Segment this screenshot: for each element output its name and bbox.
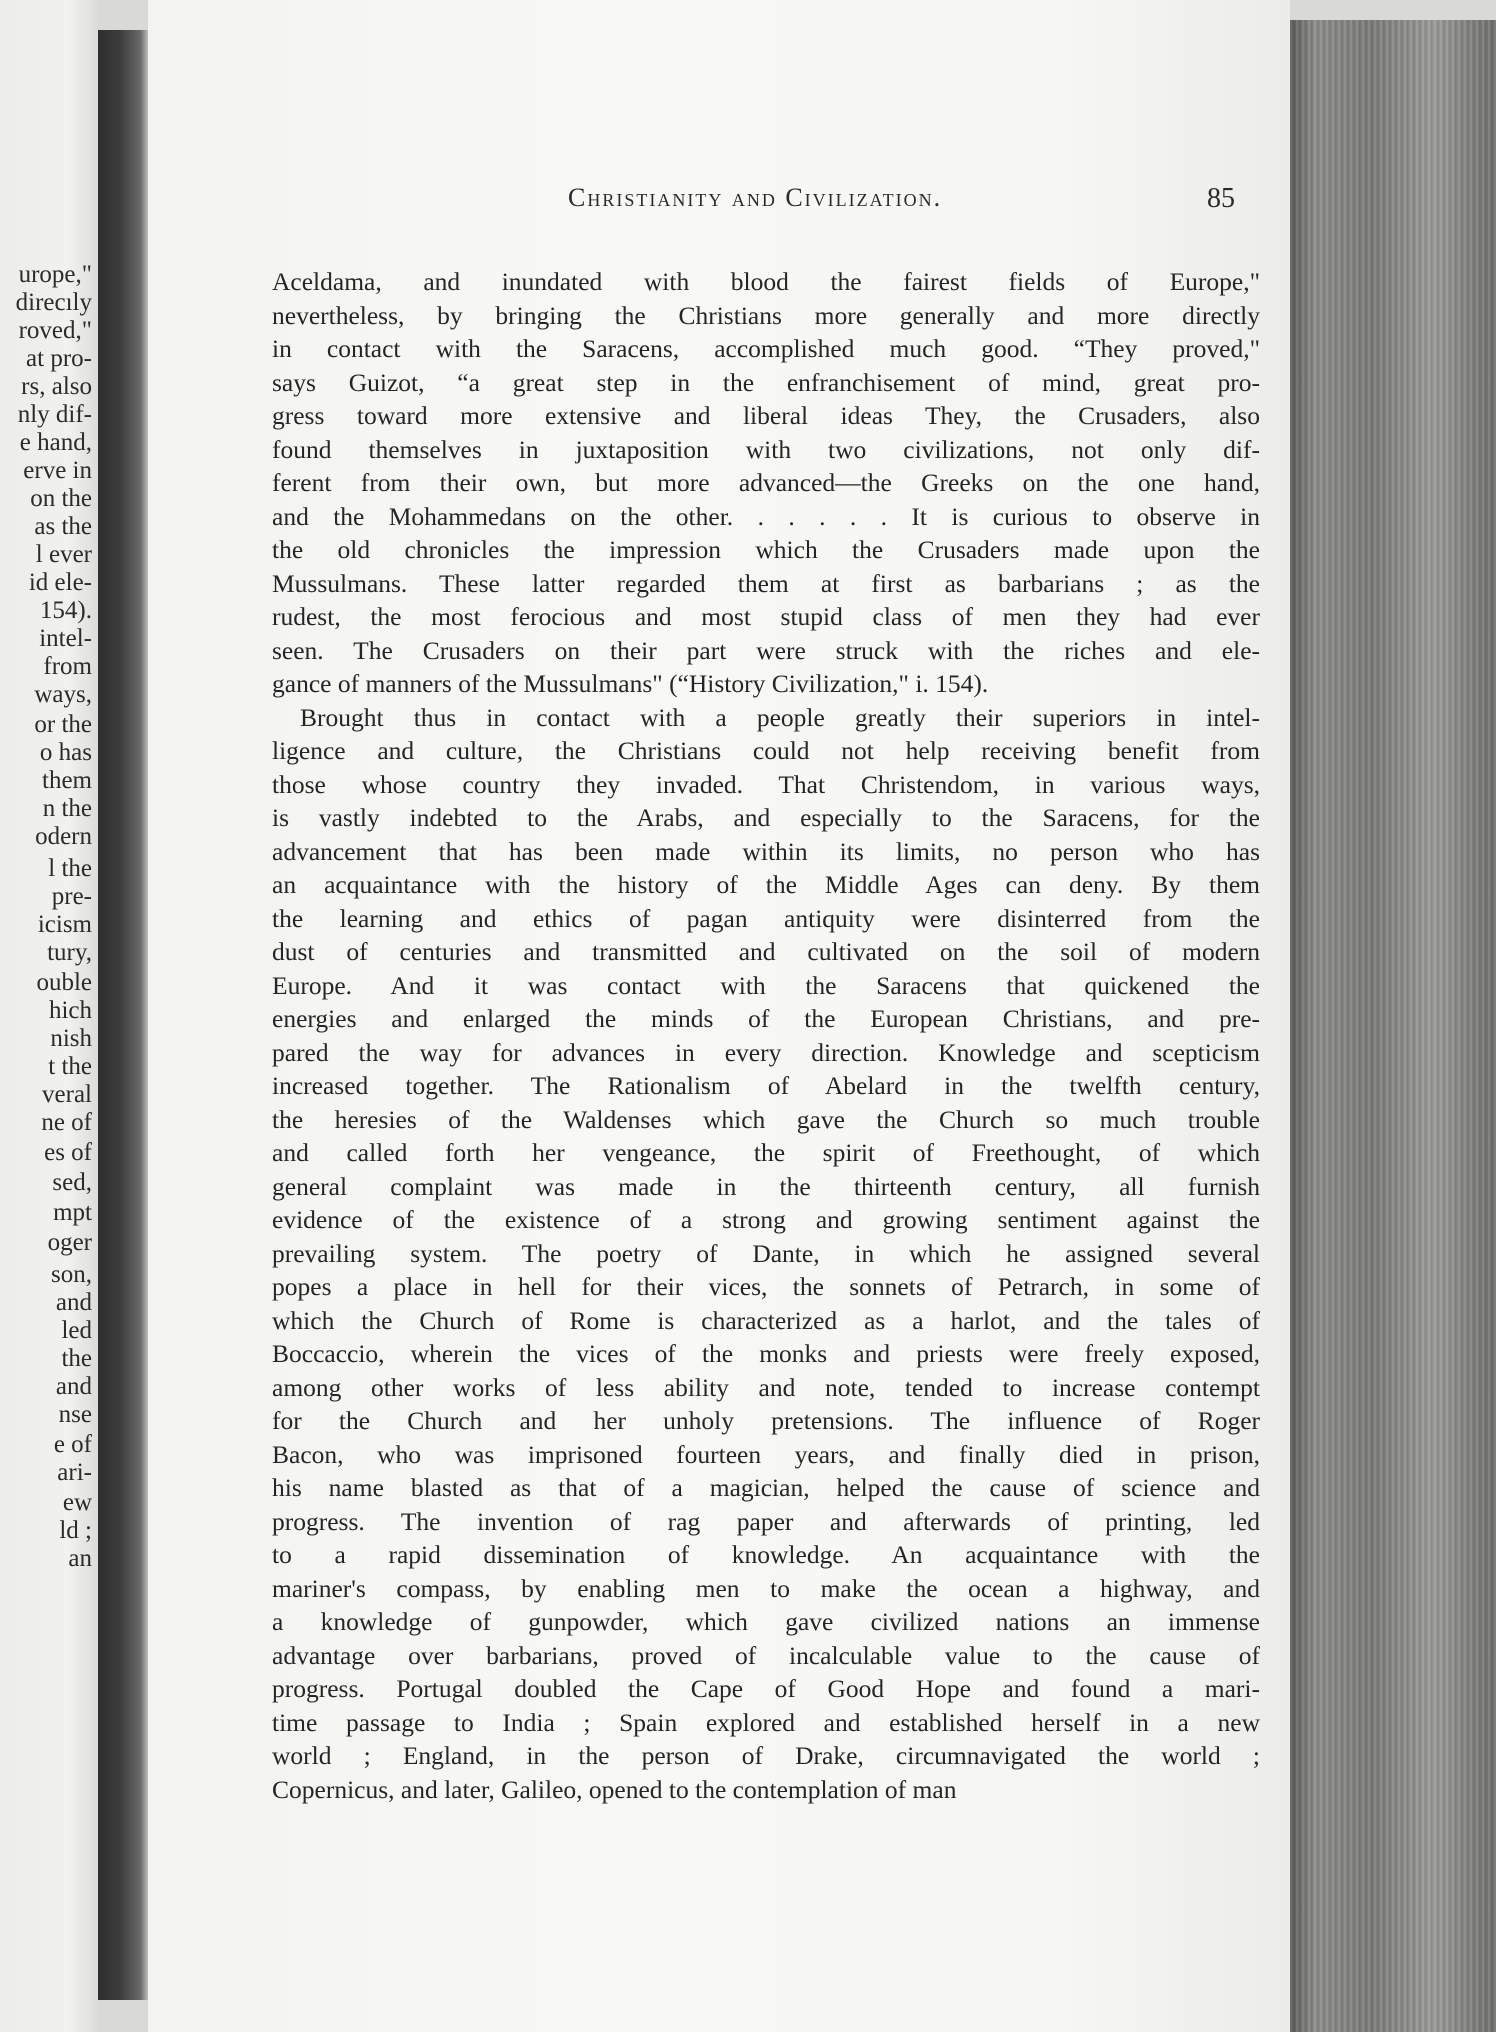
facing-page-line: mpt bbox=[53, 1199, 92, 1226]
facing-page-line: roved," bbox=[18, 317, 92, 344]
text-line: mariner's compass, by enabling men to make the ocean a highway, and bbox=[272, 1573, 1260, 1603]
facing-page-line: nly dif- bbox=[17, 401, 92, 428]
facing-page-line: ways, bbox=[34, 681, 92, 708]
text-line: an acquaintance with the history of the Middle Ages can deny. By them bbox=[272, 870, 1260, 899]
facing-page-line: from bbox=[43, 653, 92, 680]
text-line: Boccaccio, wherein the vices of the monks and priests were freely exposed, bbox=[272, 1339, 1260, 1368]
facing-page-line: e hand, bbox=[19, 429, 92, 456]
facing-page-line: l the bbox=[48, 855, 92, 882]
facing-page-line: an bbox=[68, 1545, 92, 1572]
text-line: and called forth her vengeance, the spirit of Freethought, of which bbox=[272, 1138, 1260, 1167]
text-line: rudest, the most ferocious and most stupid class of men they had ever bbox=[272, 602, 1260, 631]
book-gutter bbox=[98, 30, 148, 2000]
page-number: 85 bbox=[1207, 183, 1235, 214]
text-line: and the Mohammedans on the other. . . . . . It is curious to observe in bbox=[272, 501, 1260, 531]
text-line: Aceldama, and inundated with blood the fairest fields of Europe," bbox=[272, 267, 1260, 296]
text-line: nevertheless, by bringing the Christians more generally and more directly bbox=[272, 300, 1260, 330]
text-line: dust of centuries and transmitted and cultivated on the soil of modern bbox=[272, 937, 1260, 966]
facing-page-fragment bbox=[0, 0, 98, 2032]
text-line: progress. Portugal doubled the Cape of Good Hope and found a mari- bbox=[272, 1674, 1260, 1703]
text-line: energies and enlarged the minds of the European Christians, and pre- bbox=[272, 1004, 1260, 1033]
facing-page-line: nse bbox=[58, 1401, 92, 1428]
facing-page-line: ld ; bbox=[59, 1517, 92, 1544]
text-line: Europe. And it was contact with the Saracens that quickened the bbox=[272, 970, 1260, 1000]
text-line: found themselves in juxtaposition with two civilizations, not only dif- bbox=[272, 434, 1260, 464]
text-line: Mussulmans. These latter regarded them at first as barbarians ; as the bbox=[272, 568, 1260, 598]
text-line: is vastly indebted to the Arabs, and especially to the Saracens, for the bbox=[272, 803, 1260, 832]
text-line: general complaint was made in the thirteenth century, all furnish bbox=[272, 1171, 1260, 1201]
facing-page-line: o has bbox=[39, 739, 92, 766]
facing-page-line: t the bbox=[48, 1053, 92, 1080]
text-line: says Guizot, “a great step in the enfranchisement of mind, great pro- bbox=[272, 367, 1260, 397]
text-line: those whose country they invaded. That Christendom, in various ways, bbox=[272, 769, 1260, 799]
book-page bbox=[148, 0, 1290, 2032]
facing-page-line: urope," bbox=[18, 261, 92, 288]
text-line: the old chronicles the impression which the Crusaders made upon the bbox=[272, 535, 1260, 564]
facing-page-line: direcıly bbox=[15, 289, 92, 316]
text-line: progress. The invention of rag paper and afterwards of printing, led bbox=[272, 1506, 1260, 1536]
facing-page-line: intel- bbox=[39, 625, 92, 652]
text-line: prevailing system. The poetry of Dante, in which he assigned several bbox=[272, 1238, 1260, 1268]
text-line: the heresies of the Waldenses which gave the Church so much trouble bbox=[272, 1104, 1260, 1134]
text-line: ferent from their own, but more advanced—the Greeks on the one hand, bbox=[272, 468, 1260, 497]
text-line: gance of manners of the Mussulmans" (“History Civilization," i. 154). bbox=[272, 669, 989, 698]
facing-page-line: ouble bbox=[36, 969, 92, 996]
facing-page-line: 154). bbox=[39, 597, 92, 624]
running-head: Christianity and Civilization. bbox=[568, 183, 943, 212]
facing-page-line: tury, bbox=[47, 939, 92, 966]
text-line: pared the way for advances in every direction. Knowledge and scepticism bbox=[272, 1037, 1260, 1067]
text-line: in contact with the Saracens, accomplished much good. “They proved," bbox=[272, 334, 1260, 363]
text-line: seen. The Crusaders on their part were struck with the riches and ele- bbox=[272, 635, 1260, 665]
facing-page-line: son, bbox=[51, 1261, 92, 1288]
facing-page-line: icism bbox=[37, 911, 92, 938]
facing-page-line: as the bbox=[34, 513, 92, 540]
facing-page-line: ne of bbox=[41, 1109, 92, 1136]
text-line: advancement that has been made within its limits, no person who has bbox=[272, 836, 1260, 866]
text-line: a knowledge of gunpowder, which gave civilized nations an immense bbox=[272, 1607, 1260, 1636]
text-line: popes a place in hell for their vices, the sonnets of Petrarch, in some of bbox=[272, 1272, 1260, 1301]
text-line: time passage to India ; Spain explored and established herself in a new bbox=[272, 1707, 1260, 1737]
facing-page-line: or the bbox=[34, 711, 92, 738]
text-line: Bacon, who was imprisoned fourteen years, and finally died in prison, bbox=[272, 1439, 1260, 1469]
facing-page-line: es of bbox=[44, 1139, 92, 1166]
facing-page-line: the bbox=[61, 1345, 92, 1372]
facing-page-line: sed, bbox=[52, 1169, 92, 1196]
text-line: Brought thus in contact with a people greatly their superiors in intel- bbox=[300, 702, 1260, 732]
text-line: to a rapid dissemination of knowledge. An acquaintance with the bbox=[272, 1540, 1260, 1569]
facing-page-line: at pro- bbox=[26, 345, 92, 372]
facing-page-line: on the bbox=[30, 485, 92, 512]
text-line: his name blasted as that of a magician, helped the cause of science and bbox=[272, 1473, 1260, 1502]
text-line: the learning and ethics of pagan antiquity were disinterred from the bbox=[272, 903, 1260, 933]
facing-page-line: n the bbox=[42, 795, 92, 822]
page-body-text bbox=[272, 265, 1260, 1806]
facing-page-line: ari- bbox=[57, 1459, 92, 1486]
text-line: world ; England, in the person of Drake, circumnavigated the world ; bbox=[272, 1741, 1260, 1770]
facing-page-line: pre- bbox=[51, 883, 92, 910]
facing-page-line: nish bbox=[50, 1025, 92, 1052]
facing-page-line: and bbox=[55, 1289, 92, 1316]
facing-page-line: veral bbox=[42, 1081, 92, 1108]
facing-page-line: erve in bbox=[23, 457, 92, 484]
facing-page-line: id ele- bbox=[28, 569, 92, 596]
text-line: gress toward more extensive and liberal ideas They, the Crusaders, also bbox=[272, 401, 1260, 430]
facing-page-line: e of bbox=[53, 1431, 92, 1458]
facing-page-line: and bbox=[55, 1373, 92, 1400]
text-line: Copernicus, and later, Galileo, opened to the contemplation of man bbox=[272, 1774, 957, 1804]
text-line: for the Church and her unholy pretensions. The influence of Roger bbox=[272, 1406, 1260, 1435]
facing-page-line: oger bbox=[47, 1229, 92, 1256]
facing-page-line: odern bbox=[35, 823, 92, 850]
text-line: ligence and culture, the Christians could not help receiving benefit from bbox=[272, 736, 1260, 765]
facing-page-line: led bbox=[61, 1317, 92, 1344]
facing-page-line: ew bbox=[62, 1489, 92, 1516]
facing-page-line: hich bbox=[48, 997, 92, 1024]
text-line: among other works of less ability and note, tended to increase contempt bbox=[272, 1372, 1260, 1402]
facing-page-line: them bbox=[42, 767, 92, 794]
text-line: advantage over barbarians, proved of incalculable value to the cause of bbox=[272, 1640, 1260, 1670]
text-line: which the Church of Rome is characterized as a harlot, and the tales of bbox=[272, 1305, 1260, 1335]
facing-page-line: rs, also bbox=[21, 373, 92, 400]
text-line: evidence of the existence of a strong and growing sentiment against the bbox=[272, 1205, 1260, 1234]
page-edges bbox=[1290, 20, 1496, 2032]
facing-page-line: l ever bbox=[35, 541, 92, 568]
text-line: increased together. The Rationalism of Abelard in the twelfth century, bbox=[272, 1071, 1260, 1100]
